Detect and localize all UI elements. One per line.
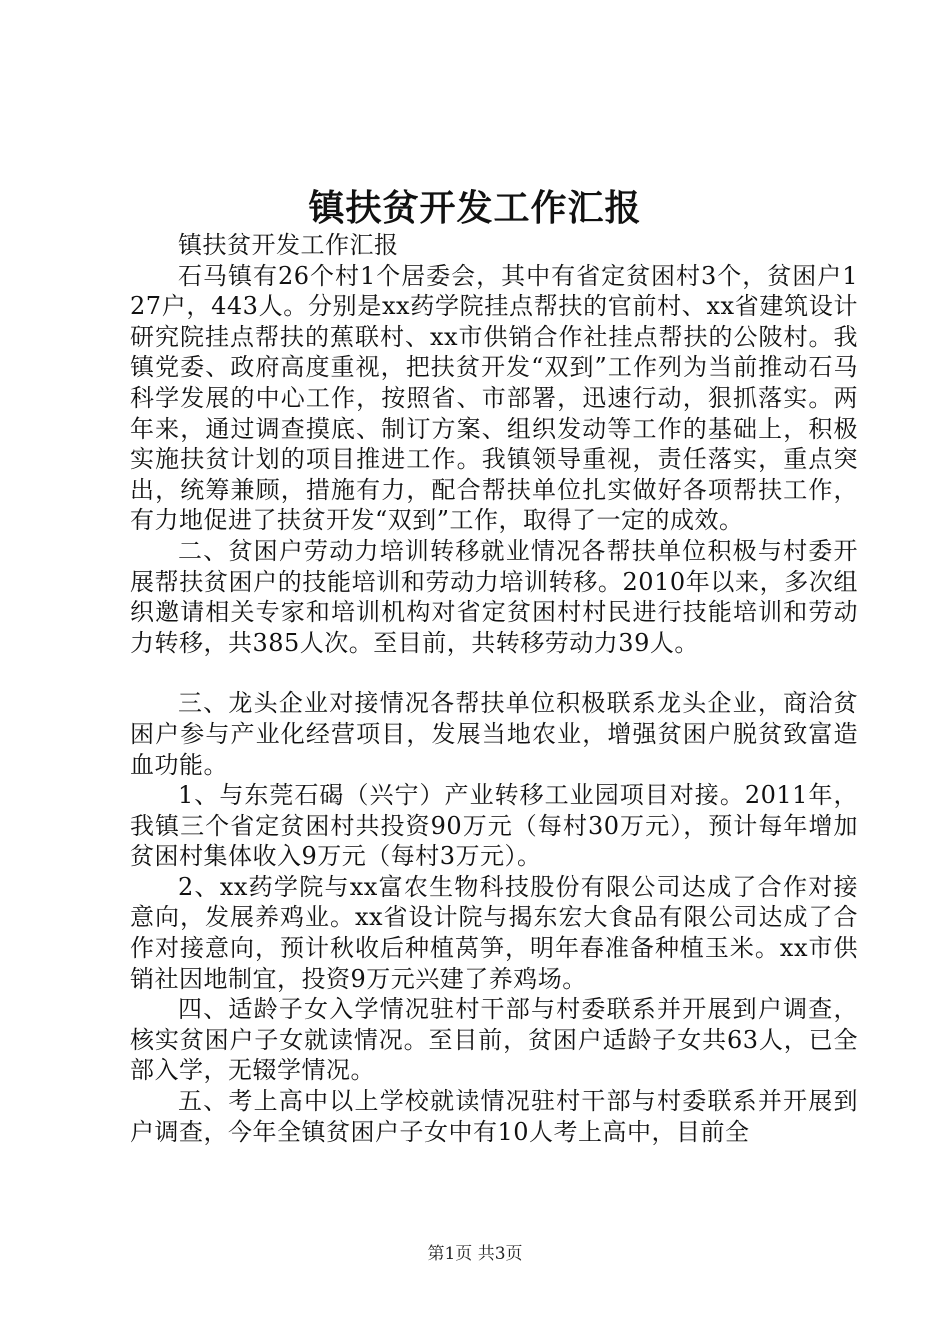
document-body	[130, 230, 858, 1147]
paragraph-enterprise-docking: 三、龙头企业对接情况各帮扶单位积极联系龙头企业，商洽贫困户参与产业化经营项目，发展当地农业，增强贫困户脱贫致富造血功能。	[130, 689, 858, 779]
paragraph-labor-training: 二、贫困户劳动力培训转移就业情况各帮扶单位积极与村委开展帮扶贫困户的技能培训和劳动力培训转移。2010年以来，多次组织邀请相关专家和培训机构对省定贫困村村民进行技能培训和劳动力转移，共385人次。至目前，共转移劳动力39人。	[130, 536, 858, 657]
paragraph-high-school: 五、考上高中以上学校就读情况驻村干部与村委联系并开展到户调查，今年全镇贫困户子女中有10人考上高中，目前全	[130, 1087, 858, 1146]
page-footer: 第1页 共3页	[427, 1244, 523, 1264]
paragraph-item-2: 2、xx药学院与xx富农生物科技股份有限公司达成了合作对接意向，发展养鸡业。xx省设计院与揭东宏大食品有限公司达成了合作对接意向，预计秋收后种植莴笋，明年春准备种植玉米。xx市供销社因地制宜，投资9万元兴建了养鸡场。	[130, 872, 858, 993]
paragraph-school-enrollment: 四、适龄子女入学情况驻村干部与村委联系并开展到户调查，核实贫困户子女就读情况。至目前，贫困户适龄子女共63人，已全部入学，无辍学情况。	[130, 995, 858, 1085]
paragraph-item-1: 1、与东莞石碣（兴宁）产业转移工业园项目对接。2011年，我镇三个省定贫困村共投资90万元（每村30万元），预计每年增加贫困村集体收入9万元（每村3万元）。	[130, 781, 858, 871]
paragraph-subtitle: 镇扶贫开发工作汇报	[178, 231, 399, 259]
document-title: 镇扶贫开发工作汇报	[308, 187, 642, 229]
paragraph-intro: 石马镇有26个村1个居委会，其中有省定贫困村3个，贫困户127户，443人。分别是xx药学院挂点帮扶的官前村、xx省建筑设计研究院挂点帮扶的蕉联村、xx市供销合作社挂点帮扶的公陂村。我镇党委、政府高度重视，把扶贫开发“双到”工作列为当前推动石马科学发展的中心工作，按照省、市部署，迅速行动，狠抓落实。两年来，通过调查摸底、制订方案、组织发动等工作的基础上，积极实施扶贫计划的项目推进工作。我镇领导重视，责任落实，重点突出，统筹兼顾，措施有力，配合帮扶单位扎实做好各项帮扶工作，有力地促进了扶贫开发“双到”工作，取得了一定的成效。	[130, 261, 858, 535]
